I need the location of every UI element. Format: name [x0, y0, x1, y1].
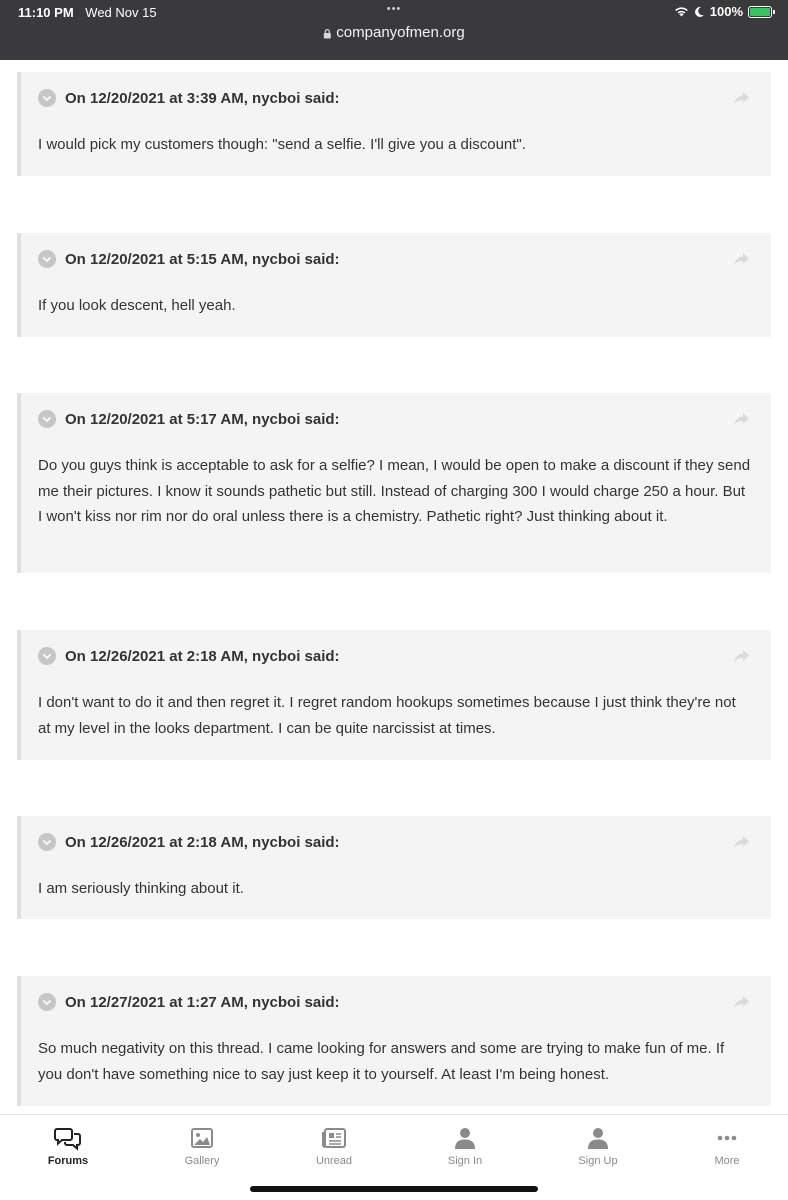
nav-sign-up[interactable]	[543, 1125, 653, 1167]
quote-text: So much negativity on this thread. I came looking for answers and some are trying to make fun of me. If you don't have something nice to say just keep it to yourself. At least I'm being honest.	[38, 1040, 725, 1083]
wifi-icon	[674, 6, 689, 17]
lock-icon	[323, 29, 331, 39]
quote-citation: On 12/20/2021 at 5:15 AM, nycboi said:	[65, 250, 340, 268]
nav-gallery[interactable]	[147, 1125, 257, 1167]
quote-block	[17, 630, 771, 760]
quote-block	[17, 72, 771, 176]
home-indicator[interactable]	[250, 1186, 538, 1192]
battery-icon	[748, 6, 772, 18]
quote-text: I don't want to do it and then regret it. I regret random hookups sometimes because I just think they're not at my level in the looks department. I can be quite narcissist at times.	[38, 694, 736, 737]
browser-bar	[0, 0, 788, 60]
quote-text: If you look descent, hell yeah.	[38, 297, 236, 314]
quote-header	[38, 72, 751, 120]
chevron-down-icon[interactable]	[38, 833, 56, 851]
nav-sign-in[interactable]	[410, 1125, 520, 1167]
user-icon	[451, 1125, 479, 1151]
share-arrow-icon[interactable]	[733, 90, 751, 106]
quote-header	[38, 393, 751, 441]
nav-forums[interactable]	[13, 1125, 123, 1167]
status-time: 11:10 PM	[18, 5, 74, 20]
nav-unread[interactable]	[279, 1125, 389, 1167]
status-date: Wed Nov 15	[85, 5, 157, 20]
share-arrow-icon[interactable]	[733, 251, 751, 267]
forums-icon	[54, 1125, 82, 1151]
nav-gallery-label: Gallery	[184, 1155, 220, 1167]
status-time-date	[18, 5, 157, 20]
chevron-down-icon[interactable]	[38, 410, 56, 428]
battery-percent: 100%	[709, 4, 743, 19]
more-dots-icon	[713, 1125, 741, 1151]
quote-citation: On 12/20/2021 at 3:39 AM, nycboi said:	[65, 89, 340, 107]
quote-citation: On 12/20/2021 at 5:17 AM, nycboi said:	[65, 410, 340, 428]
quote-block	[17, 233, 771, 337]
share-arrow-icon[interactable]	[733, 411, 751, 427]
moon-icon	[694, 6, 705, 18]
status-indicators	[674, 4, 772, 19]
url-text: companyofmen.org	[336, 24, 465, 41]
share-arrow-icon[interactable]	[733, 994, 751, 1010]
quote-header	[38, 976, 751, 1024]
quote-citation: On 12/26/2021 at 2:18 AM, nycboi said:	[65, 647, 340, 665]
thread-content	[0, 60, 788, 1115]
user-icon	[584, 1125, 612, 1151]
chevron-down-icon[interactable]	[38, 89, 56, 107]
share-arrow-icon[interactable]	[733, 834, 751, 850]
quote-block	[17, 393, 771, 573]
quote-header	[38, 233, 751, 281]
quote-citation: On 12/27/2021 at 1:27 AM, nycboi said:	[65, 993, 340, 1011]
quote-text: I am seriously thinking about it.	[38, 880, 244, 897]
quote-block	[17, 976, 771, 1106]
chevron-down-icon[interactable]	[38, 250, 56, 268]
quote-block	[17, 816, 771, 919]
nav-sign-in-label: Sign In	[447, 1155, 483, 1167]
tab-menu-dots[interactable]: •••	[386, 3, 402, 15]
chevron-down-icon[interactable]	[38, 647, 56, 665]
gallery-icon	[188, 1125, 216, 1151]
chevron-down-icon[interactable]	[38, 993, 56, 1011]
quote-text: I would pick my customers though: "send a selfie. I'll give you a discount".	[38, 136, 526, 153]
address-bar[interactable]	[323, 24, 464, 41]
nav-unread-label: Unread	[315, 1155, 353, 1167]
nav-sign-up-label: Sign Up	[578, 1155, 618, 1167]
nav-forums-label: Forums	[47, 1155, 89, 1167]
quote-header	[38, 630, 751, 678]
newspaper-icon	[320, 1125, 348, 1151]
share-arrow-icon[interactable]	[733, 648, 751, 664]
quote-text: Do you guys think is acceptable to ask for a selfie? I mean, I would be open to make a discount if they send me their pictures. I know it sounds pathetic but still. Instead of charging 300 I would charge 250 a hour. But I won't kiss nor rim nor do oral unless there is a chemistry. Pathetic right? Just thinking about it.	[38, 457, 751, 525]
nav-more-label: More	[714, 1155, 740, 1167]
nav-more[interactable]	[672, 1125, 782, 1167]
quote-citation: On 12/26/2021 at 2:18 AM, nycboi said:	[65, 833, 340, 851]
quote-header	[38, 816, 751, 864]
